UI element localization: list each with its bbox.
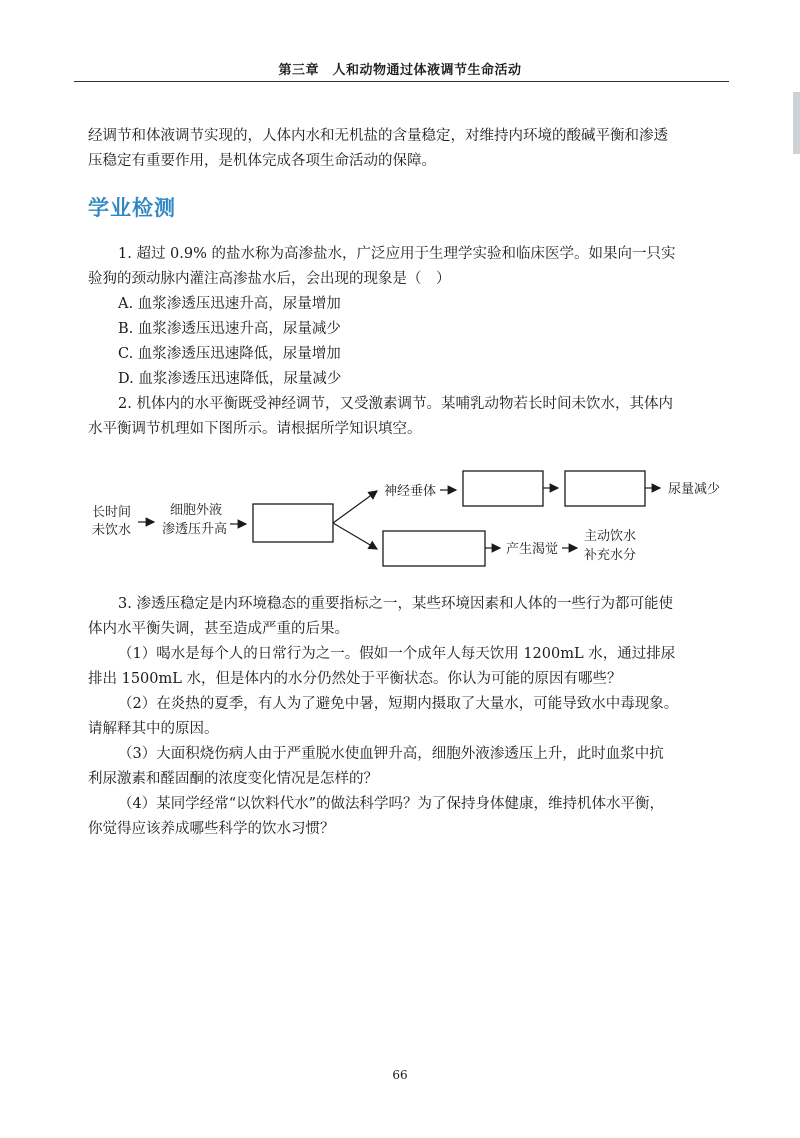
q3-sub2-line-2: 请解释其中的原因。 [88,721,219,737]
q1-option-d: D. 血浆渗透压迅速降低，尿量减少 [118,371,342,387]
q3-sub4-line-2: 你觉得应该养成哪些科学的饮水习惯？ [88,821,335,837]
diagram-lower-label: 产生渴觉 [506,542,559,557]
section-heading: 学业检测 [88,196,176,220]
diagram-lower-result-line-2: 补充水分 [584,548,637,563]
q3-sub1-line-2: 排出 1500mL 水，但是体内的水分仍然处于平衡状态。你认为可能的原因有哪些？ [88,671,622,687]
arrow-branch-up [333,491,377,523]
diagram-lower-result-line-1: 主动饮水 [584,529,637,544]
q3-sub2-line-1: （2）在炎热的夏季，有人为了避免中暑，短期内摄取了大量水，可能导致水中毒现象。 [118,696,679,712]
q3-sub1-line-1: （1）喝水是每个人的日常行为之一。假如一个成年人每天饮用 1200mL 水，通过排尿 [118,646,676,662]
diagram-start-line-2: 未饮水 [92,523,132,538]
q3-sub3-line-2: 利尿激素和醛固酮的浓度变化情况是怎样的？ [88,771,378,787]
header-divider [74,81,729,82]
diagram-upper-label: 神经垂体 [384,484,437,499]
q1-option-b: B. 血浆渗透压迅速升高，尿量减少 [118,321,341,337]
intro-line-1: 经调节和体液调节实现的，人体内水和无机盐的含量稳定，对维持内环境的酸碱平衡和渗透 [88,128,668,144]
q3-line-1: 3. 渗透压稳定是内环境稳态的重要指标之一，某些环境因素和人体的一些行为都可能使 [118,596,673,612]
blank-box-upper-2 [565,471,645,506]
diagram-mid-line-1: 细胞外液 [170,503,223,518]
q3-sub3-line-1: （3）大面积烧伤病人由于严重脱水使血钾升高，细胞外液渗透压上升，此时血浆中抗 [118,746,664,762]
running-header: 第三章 人和动物通过体液调节生命活动 [278,63,522,78]
diagram-start-line-1: 长时间 [92,505,132,520]
diagram-mid-line-2: 渗透压升高 [162,522,228,537]
q3-sub4-line-1: （4）某同学经常“以饮料代水”的做法科学吗？为了保持身体健康，维持机体水平衡， [118,796,665,812]
q3-line-2: 体内水平衡失调，甚至造成严重的后果。 [88,621,349,637]
arrow-branch-down [333,523,377,549]
blank-box-center [253,504,333,542]
intro-line-2: 压稳定有重要作用，是机体完成各项生命活动的保障。 [88,153,436,169]
diagram-upper-result: 尿量减少 [668,482,721,497]
q2-line-1: 2. 机体内的水平衡既受神经调节，又受激素调节。某哺乳动物若长时间未饮水，其体内 [118,396,673,412]
page-number: 66 [392,1068,408,1082]
q2-line-2: 水平衡调节机理如下图所示。请根据所学知识填空。 [88,421,422,437]
q1-line-2: 验狗的颈动脉内灌注高渗盐水后，会出现的现象是（ ） [88,271,451,287]
q1-option-a: A. 血浆渗透压迅速升高，尿量增加 [118,296,341,312]
q1-option-c: C. 血浆渗透压迅速降低，尿量增加 [118,346,341,362]
water-balance-diagram [80,460,760,580]
page-edge-tab [793,92,800,154]
q1-line-1: 1. 超过 0.9% 的盐水称为高渗盐水，广泛应用于生理学实验和临床医学。如果向一只实 [118,246,676,262]
blank-box-upper-1 [463,471,543,506]
blank-box-lower [383,531,485,566]
